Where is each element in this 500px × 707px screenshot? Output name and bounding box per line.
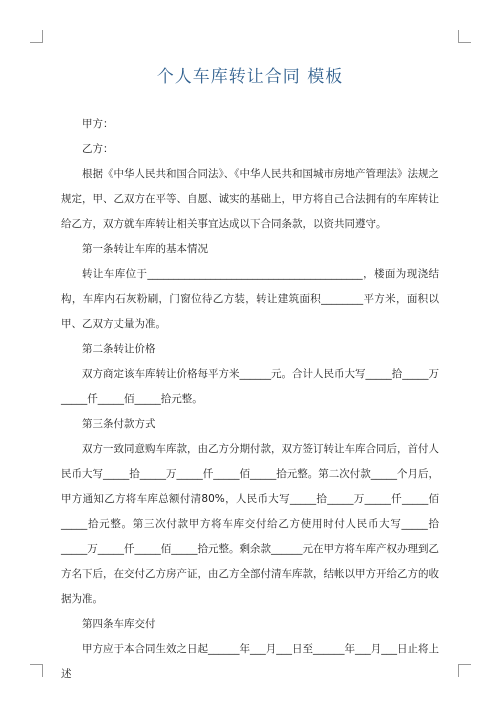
article-2-body: 双方商定该车库转让价格每平方米______元。合计人民币大写_____拾_____万_____仟_____佰_____拾元整。 (61, 368, 439, 405)
crop-mark-bottom-right (458, 664, 471, 677)
crop-mark-top-right (458, 30, 471, 43)
article-3-body: 双方一致同意购车库款，由乙方分期付款，双方签订转让车库合同后，首付人民币大写_____拾_____万_____仟_____佰_____拾元整。第二次付款_____个月后，甲方通知乙方将车库总额付清80%，人民币大写_____拾_____万_____仟_____佰_____拾元整。第三次付款甲方将车库交付给乙方使用时付人民币大写_____拾_____万_____仟_____佰_____拾元整。剩余款______元在甲方将车库产权办理到乙方名下后，在交付乙方房产证，由乙方全部付清车库款，结帐以甲方开给乙方的收据为准。 (61, 443, 439, 605)
article-1-heading: 第一条转让车库的基本情况 (82, 243, 208, 255)
document-title: 个人车库转让合同 模板 (156, 67, 344, 87)
article-4-heading: 第四条车库交付 (82, 618, 156, 630)
party-b-label: 乙方： (82, 143, 114, 155)
crop-mark-bottom-left (30, 664, 43, 677)
article-4-body: 甲方应于本合同生效之日起______年___月___日至______年___月___日止将上述 (61, 643, 439, 680)
document-body (61, 112, 439, 687)
party-a-label: 甲方： (82, 118, 114, 130)
article-3-heading: 第三条付款方式 (82, 418, 156, 430)
article-1-body: 转让车库位于_________________________________________，楼面为现浇结构，车库内石灰粉刷，门窗位待乙方装，转让建筑面积________平方米，面积以甲、乙双方丈量为准。 (61, 268, 439, 330)
intro-paragraph: 根据《中华人民共和国合同法》、《中华人民共和国城市房地产管理法》法规之规定，甲、乙双方在平等、自愿、诚实的基础上，甲方将自己合法拥有的车库转让给乙方，双方就车库转让相关事宜达成以下合同条款，以资共同遵守。 (61, 168, 439, 230)
article-2-heading: 第二条转让价格 (82, 343, 156, 355)
crop-mark-top-left (30, 30, 43, 43)
